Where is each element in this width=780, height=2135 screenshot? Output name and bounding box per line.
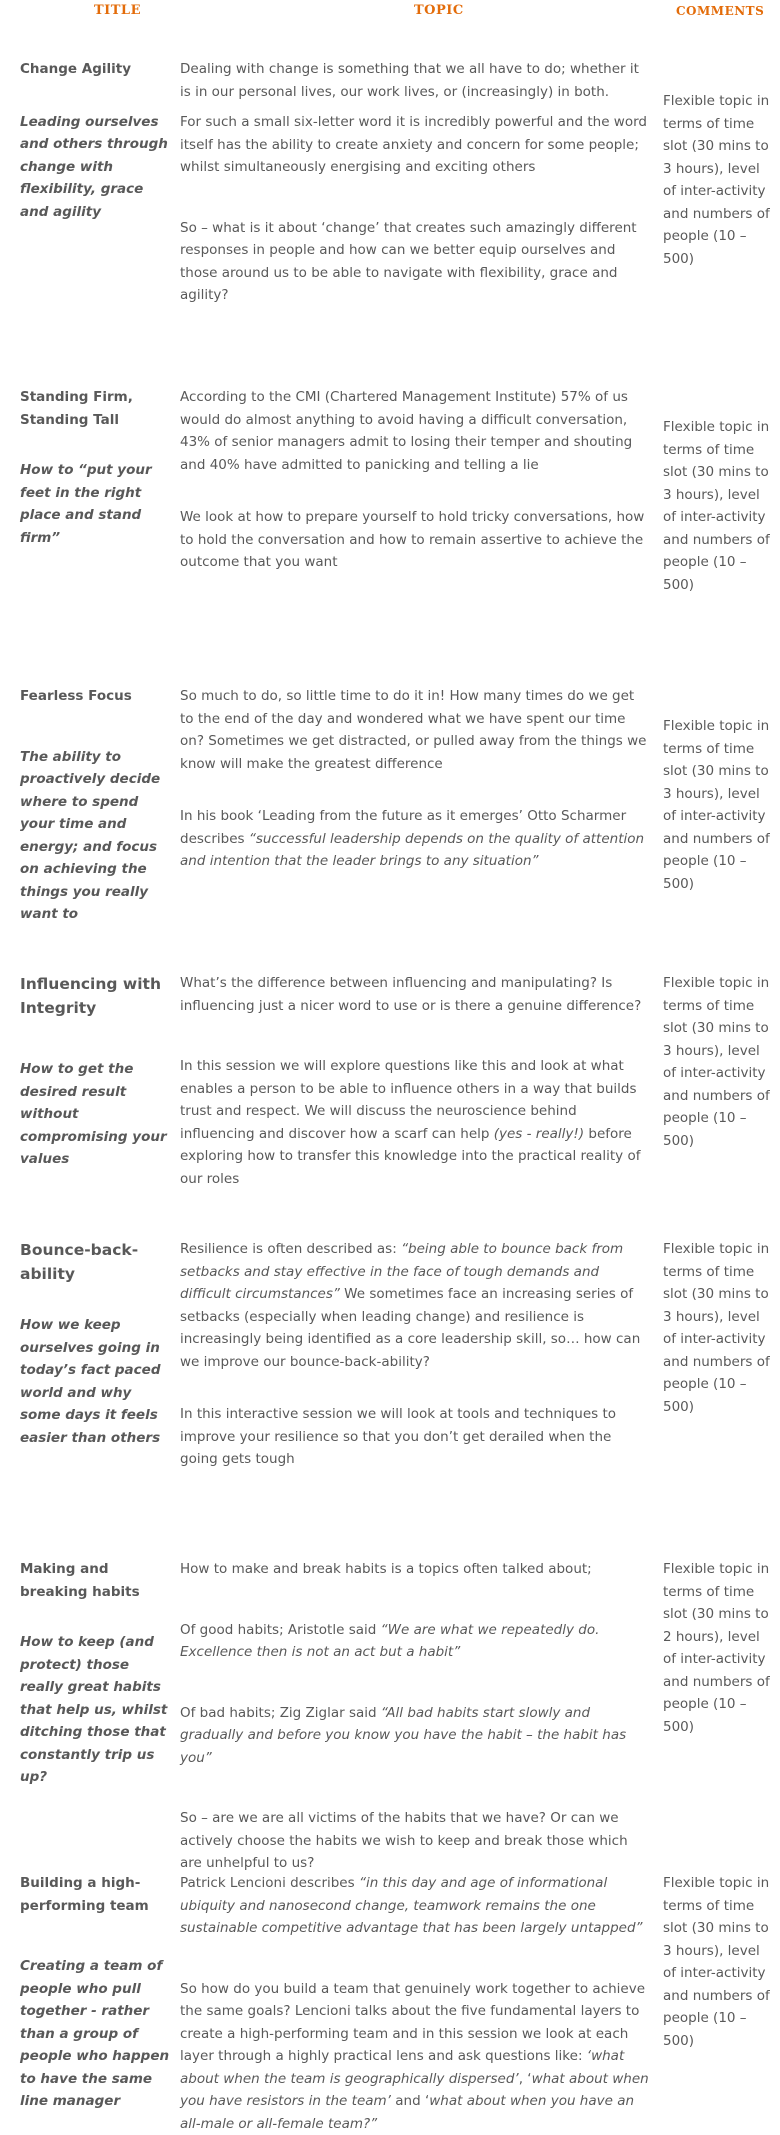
row-subtitle: How we keep ourselves going in today’s fact paced world and why some days it feels easier than others: [20, 1314, 172, 1449]
row-comment: Flexible topic in terms of time slot (30 mins to 3 hours), level of inter-activity and numbers of people (10 – 500): [663, 1872, 773, 2052]
quote-text: ‘what about when the team is geographically dispersed’: [180, 2048, 624, 2087]
row-comment: Flexible topic in terms of time slot (30 mins to 3 hours), level of inter-activity and numbers of people (10 – 500): [663, 90, 773, 270]
row-subtitle: Leading ourselves and others through change with flexibility, grace and agility: [20, 111, 172, 224]
paragraph-text: before exploring how to transfer this knowledge into the practical reality of our roles: [180, 1126, 640, 1187]
quote-text: (yes - really!): [494, 1126, 584, 1142]
paragraph-text: and ‘: [391, 2093, 429, 2109]
row-subtitle: The ability to proactively decide where to spend your time and energy; and focus on achieving the things you really want to: [20, 746, 172, 926]
row-comment: Flexible topic in terms of time slot (30 mins to 3 hours), level of inter-activity and numbers of people (10 – 500): [663, 715, 773, 895]
topic-paragraph: [180, 1872, 650, 1940]
topic-paragraph: We look at how to prepare yourself to hold tricky conversations, how to hold the conversation and how to remain assertive to achieve the outcome that you want: [180, 506, 650, 574]
row-title: Influencing with Integrity: [20, 972, 172, 1020]
row-comment: Flexible topic in terms of time slot (30 mins to 3 hours), level of inter-activity and numbers of people (10 – 500): [663, 1238, 773, 1418]
row-subtitle: How to get the desired result without compromising your values: [20, 1058, 172, 1171]
row-title: Change Agility: [20, 58, 172, 81]
row-title: Making and breaking habits: [20, 1558, 172, 1603]
row-title: Building a high-performing team: [20, 1872, 172, 1917]
header-title: TITLE: [94, 0, 141, 23]
header-topic: TOPIC: [414, 0, 464, 23]
paragraph-text: In his book ‘Leading from the future as it emerges’ Otto Scharmer describes: [180, 808, 626, 847]
quote-text: “being able to bounce back from setbacks and stay effective in the face of tough demands and difficult circumstances”: [180, 1241, 623, 1302]
topic-paragraph: For such a small six-letter word it is incredibly powerful and the word itself has the ability to create anxiety and concern for some people; whilst simultaneously energising and exciting others: [180, 111, 650, 179]
topic-paragraph: [180, 1055, 650, 1190]
topic-paragraph: [180, 1238, 650, 1373]
row-title: Bounce-back-ability: [20, 1238, 172, 1286]
paragraph-text: Of good habits; Aristotle said: [180, 1622, 381, 1638]
paragraph-text: Patrick Lencioni describes: [180, 1875, 359, 1891]
topic-paragraph: [180, 1978, 650, 2135]
row-subtitle: How to “put your feet in the right place and stand firm”: [20, 459, 172, 549]
quote-text: “All bad habits start slowly and gradually and before you know you have the habit – the habit has you”: [180, 1705, 626, 1766]
topic-paragraph: According to the CMI (Chartered Management Institute) 57% of us would do almost anything to avoid having a difficult conversation, 43% of senior managers admit to losing their temper and shouting and 40% have admitted to panicking and telling a lie: [180, 386, 650, 476]
paragraph-text: In this session we will explore questions like this and look at what enables a person to be able to influence others in a way that builds trust and respect. We will discuss the neuroscience behind influencing and discover how a scarf can help: [180, 1058, 637, 1142]
quote-text: what about when you have resistors in the team’: [180, 2071, 649, 2110]
row-comment: Flexible topic in terms of time slot (30 mins to 3 hours), level of inter-activity and numbers of people (10 – 500): [663, 972, 773, 1152]
quote-text: “successful leadership depends on the quality of attention and intention that the leader brings to any situation”: [180, 831, 644, 870]
paragraph-text: We sometimes face an increasing series of setbacks (especially when leading change) and resilience is increasingly being identified as a core leadership skill, so… how can we improve our bounce-back-ability?: [180, 1286, 640, 1370]
row-title: Standing Firm, Standing Tall: [20, 386, 172, 431]
topic-paragraph: How to make and break habits is a topics often talked about;: [180, 1558, 650, 1581]
topic-paragraph: [180, 1702, 650, 1770]
row-comment: Flexible topic in terms of time slot (30 mins to 2 hours), level of inter-activity and numbers of people (10 – 500): [663, 1558, 773, 1738]
header-comments: COMMENTS: [676, 0, 764, 23]
paragraph-text: So how do you build a team that genuinely work together to achieve the same goals? Lencioni talks about the five fundamental layers to create a high-performing team and in this session we look at each layer through a highly practical lens and ask questions like:: [180, 1981, 645, 2065]
topic-paragraph: In this interactive session we will look at tools and techniques to improve your resilience so that you don’t get derailed when the going gets tough: [180, 1403, 650, 1471]
quote-text: “in this day and age of informational ubiquity and nanosecond change, teamwork remains the one sustainable competitive advantage that has been largely untapped”: [180, 1875, 643, 1936]
row-subtitle: Creating a team of people who pull together - rather than a group of people who happen to have the same line manager: [20, 1955, 172, 2113]
quote-text: what about when you have an all-male or all-female team?”: [180, 2093, 634, 2132]
paragraph-text: , ‘: [519, 2071, 532, 2087]
topic-paragraph: [180, 1619, 650, 1664]
topic-paragraph: What’s the difference between influencing and manipulating? Is influencing just a nicer word to use or is there a genuine difference?: [180, 972, 650, 1017]
topic-paragraph: So – what is it about ‘change’ that creates such amazingly different responses in people and how can we better equip ourselves and those around us to be able to navigate with flexibility, grace and agility?: [180, 217, 650, 307]
topic-paragraph: [180, 805, 650, 873]
paragraph-text: Of bad habits; Zig Ziglar said: [180, 1705, 381, 1721]
topic-paragraph: So much to do, so little time to do it in! How many times do we get to the end of the day and wondered what we have spent our time on? Sometimes we get distracted, or pulled away from the things we know will make the greatest difference: [180, 685, 650, 775]
row-comment: Flexible topic in terms of time slot (30 mins to 3 hours), level of inter-activity and numbers of people (10 – 500): [663, 416, 773, 596]
quote-text: “We are what we repeatedly do. Excellence then is not an act but a habit”: [180, 1622, 599, 1661]
row-subtitle: How to keep (and protect) those really great habits that help us, whilst ditching those that constantly trip us up?: [20, 1631, 172, 1789]
topic-paragraph: Dealing with change is something that we all have to do; whether it is in our personal lives, our work lives, or (increasingly) in both.: [180, 58, 650, 103]
paragraph-text: Resilience is often described as:: [180, 1241, 401, 1257]
topic-paragraph: So – are we are all victims of the habits that we have? Or can we actively choose the habits we wish to keep and break those which are unhelpful to us?: [180, 1807, 650, 1875]
row-title: Fearless Focus: [20, 685, 172, 708]
